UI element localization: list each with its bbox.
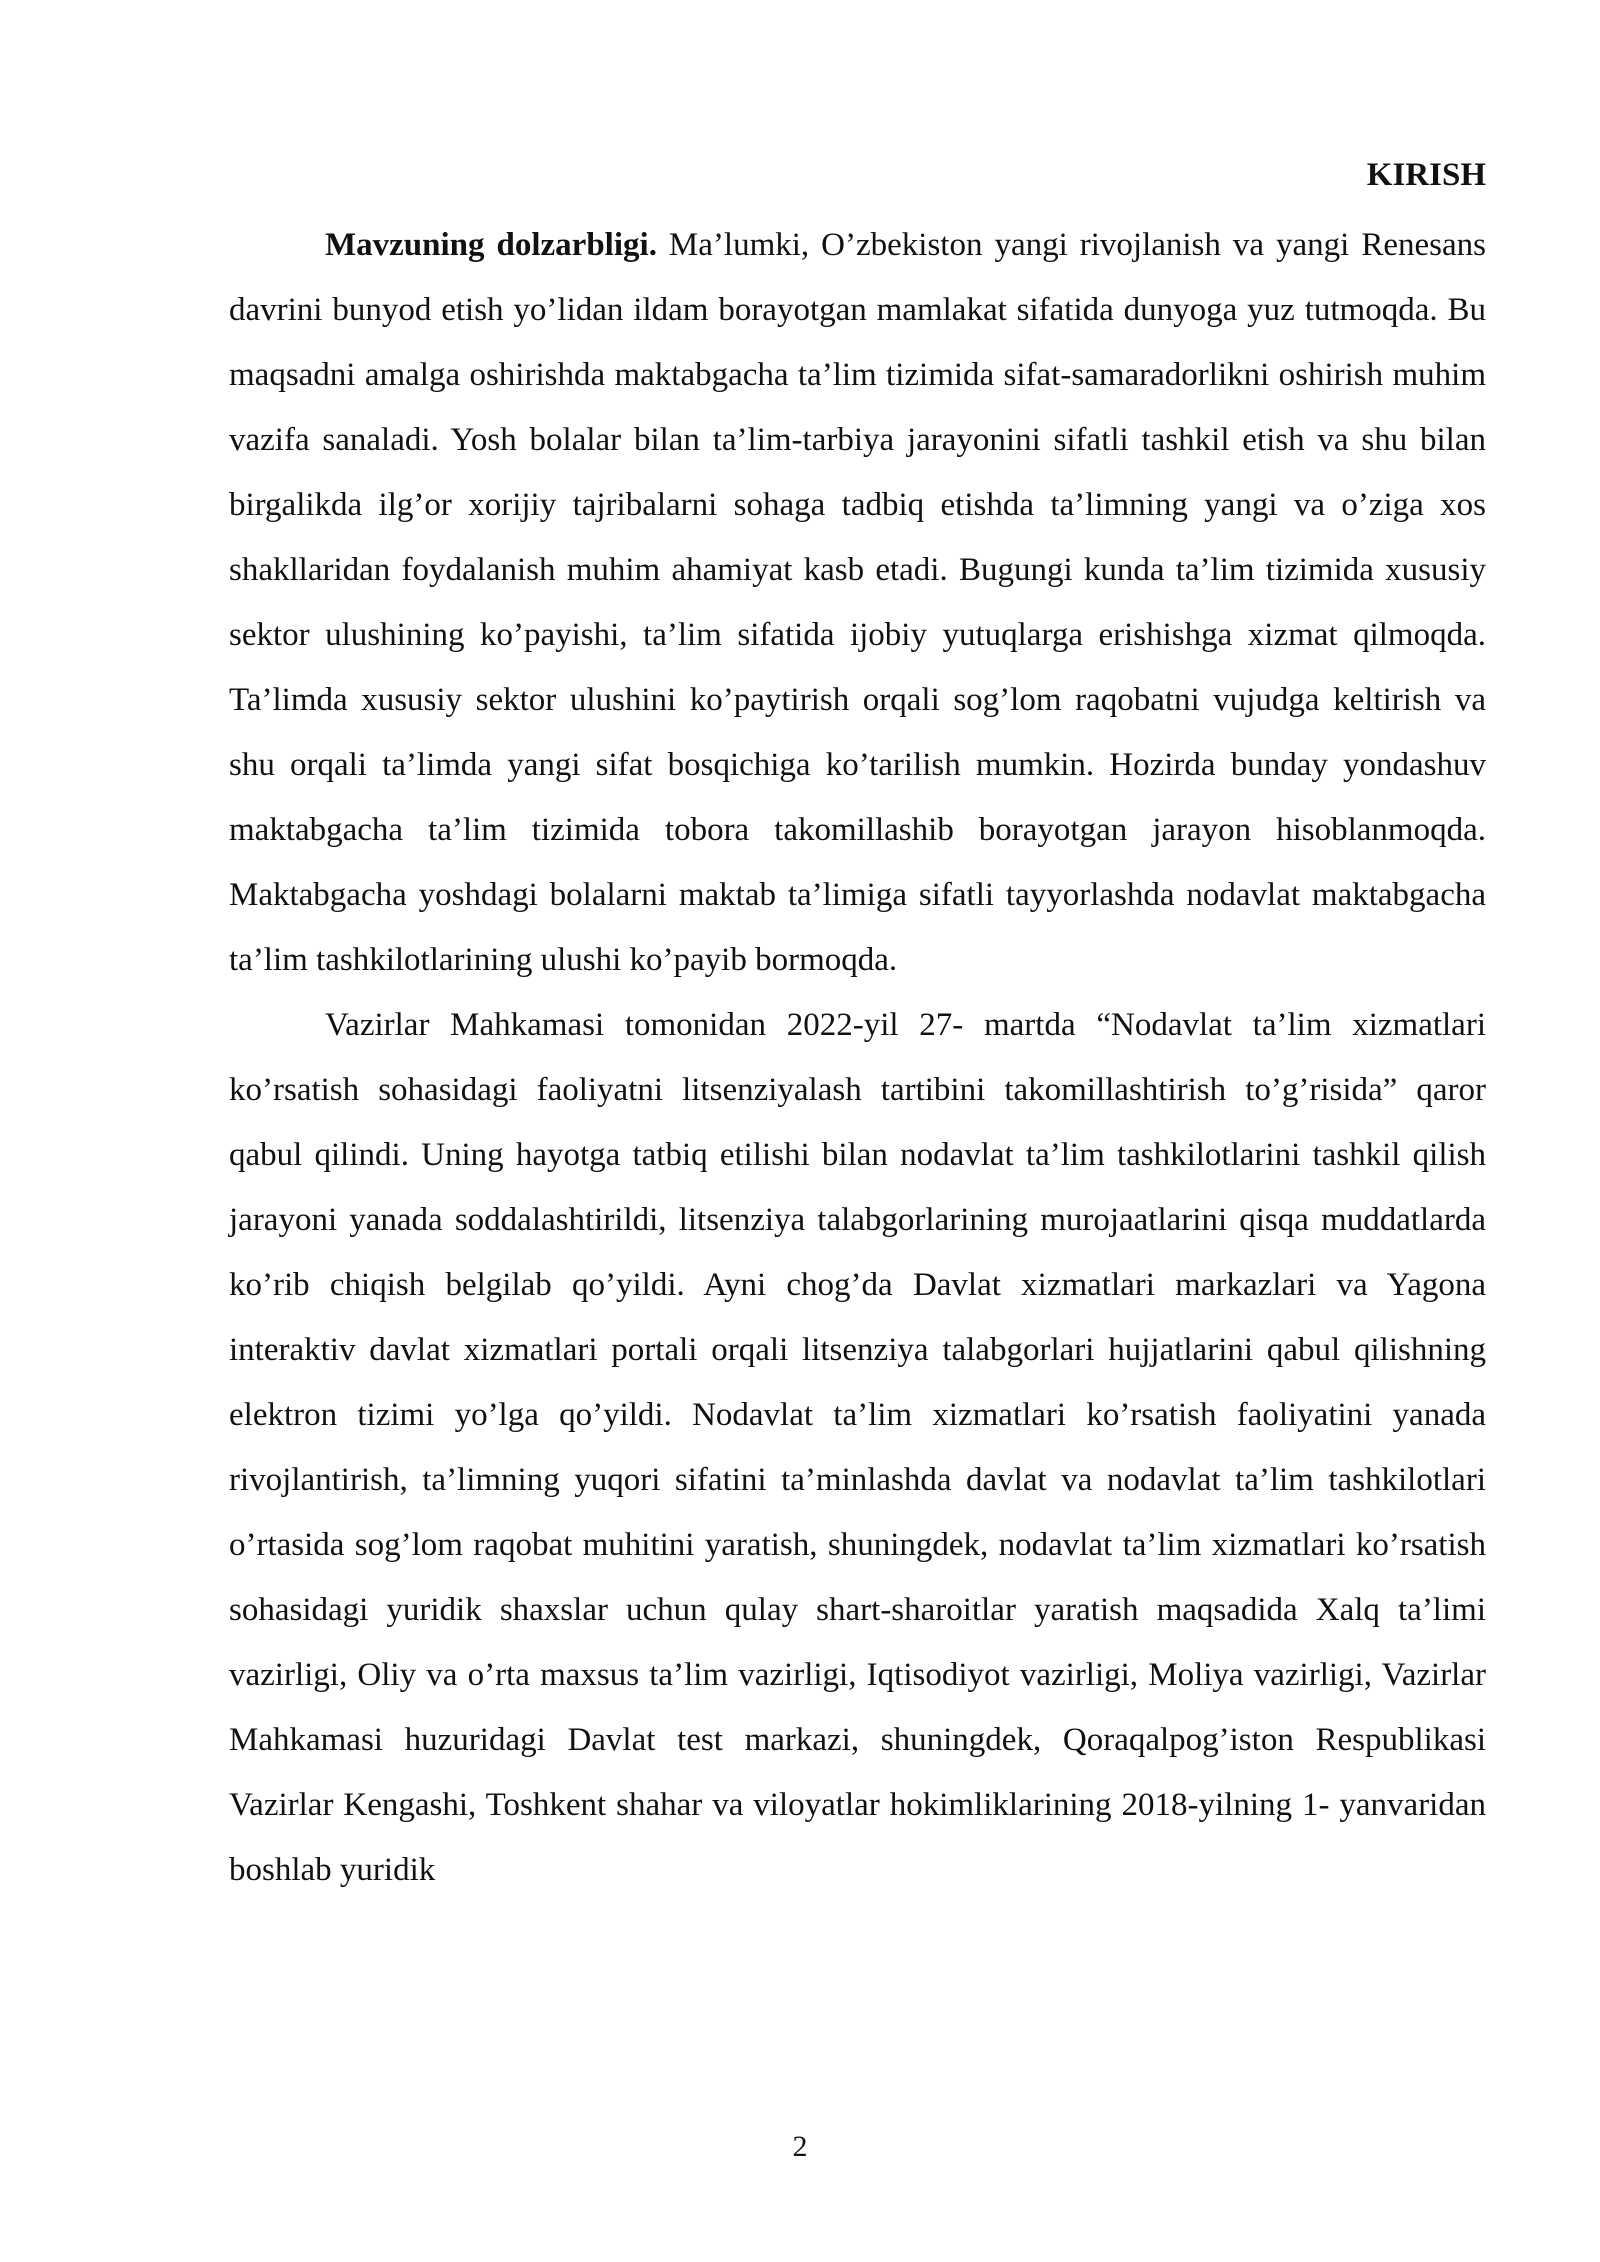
section-heading: KIRISH <box>1366 157 1486 193</box>
paragraph-decree: Vazirlar Mahkamasi tomonidan 2022-yil 27- martda “Nodavlat ta’lim xizmatlari ko’rsatish sohasidagi faoliyatni litsenziyalash tartibini takomillashtirish to’g’risida” qaror qabul qilindi. Uning hayotga tatbiq etilishi bilan nodavlat ta’lim tashkilotlarini tashkil qilish jarayoni yanada soddalashtirildi, litsenziya talabgorlarining murojaatlarini qisqa muddatlarda ko’rib chiqish belgilab qo’yildi. Ayni chog’da Davlat xizmatlari markazlari va Yagona interaktiv davlat xizmatlari portali orqali litsenziya talabgorlari hujjatlarini qabul qilishning elektron tizimi yo’lga qo’yildi. Nodavlat ta’lim xizmatlari ko’rsatish faoliyatini yanada rivojlantirish, ta’limning yuqori sifatini ta’minlashda davlat va nodavlat ta’lim tashkilotlari o’rtasida sog’lom raqobat muhitini yaratish, shuningdek, nodavlat ta’lim xizmatlari ko’rsatish sohasidagi yuridik shaxslar uchun qulay shart-sharoitlar yaratish maqsadida Xalq ta’limi vazirligi, Oliy va o’rta maxsus ta’lim vazirligi, Iqtisodiyot vazirligi, Moliya vazirligi, Vazirlar Mahkamasi huzuridagi Davlat test markazi, shuningdek, Qoraqalpog’iston Respublikasi Vazirlar Kengashi, Toshkent shahar va viloyatlar hokimliklarining 2018-yilning 1- yanvaridan boshlab yuridik <box>229 1007 1486 1888</box>
page-content <box>229 148 1486 1903</box>
paragraph-relevance-text: Ma’lumki, O’zbekiston yangi rivojlanish va yangi Renesans davrini bunyod etish yo’lidan ildam borayotgan mamlakat sifatida dunyoga yuz tutmoqda. Bu maqsadni amalga oshirishda maktabgacha ta’lim tizimida sifat-samaradorlikni oshirish muhim vazifa sanaladi. Yosh bolalar bilan ta’lim-tarbiya jarayonini sifatli tashkil etish va shu bilan birgalikda ilg’or xorijiy tajribalarni sohaga tadbiq etishda ta’limning yangi va o’ziga xos shakllaridan foydalanish muhim ahamiyat kasb etadi. Bugungi kunda ta’lim tizimida xususiy sektor ulushining ko’payishi, ta’lim sifatida ijobiy yutuqlarga erishishga xizmat qilmoqda. Ta’limda xususiy sektor ulushini ko’paytirish orqali sog’lom raqobatni vujudga keltirish va shu orqali ta’limda yangi sifat bosqichiga ko’tarilish mumkin. Hozirda bunday yondashuv maktabgacha ta’lim tizimida tobora takomillashib borayotgan jarayon hisoblanmoqda. Maktabgacha yoshdagi bolalarni maktab ta’limiga sifatli tayyorlashda nodavlat maktabgacha ta’lim tashkilotlarining ulushi ko’payib bormoqda. <box>229 227 1486 978</box>
paragraph-lead: Mavzuning dolzarbligi. <box>325 227 657 263</box>
page-number: 2 <box>792 2130 808 2163</box>
paragraph-relevance <box>229 213 1486 993</box>
